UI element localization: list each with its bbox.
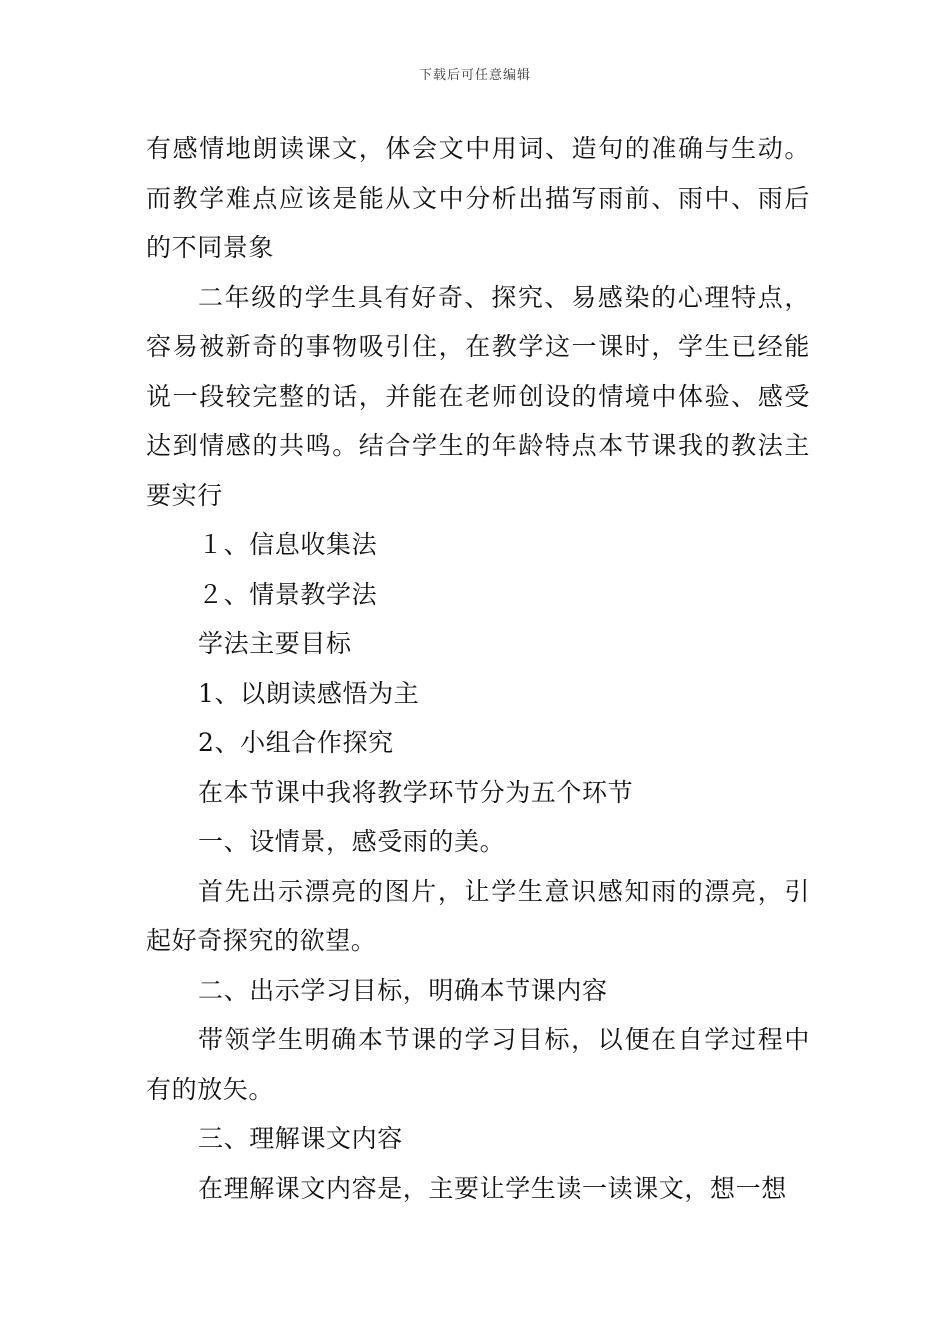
step-1-body: 首先出示漂亮的图片，让学生意识感知雨的漂亮，引起好奇探究的欲望。 (146, 876, 810, 955)
step-1-heading: 一、设情景，感受雨的美。 (198, 827, 506, 856)
paragraph-student-characteristics: 二年级的学生具有好奇、探究、易感染的心理特点，容易被新奇的事物吸引住，在教学这一课时，学生已经能说一段较完整的话，并能在老师创设的情境中体验、感受达到情感的共鸣。结合学生的年龄特点本节课我的教法主要实行 (146, 282, 810, 510)
learning-goals-heading: 学法主要目标 (198, 629, 352, 658)
teaching-steps-intro: 在本节课中我将教学环节分为五个环节 (198, 777, 634, 807)
learning-goal-item-2: 2、小组合作探究 (198, 728, 394, 757)
step-3-heading: 三、理解课文内容 (198, 1124, 403, 1153)
teaching-method-item-2: ２、情景教学法 (198, 579, 378, 609)
document-body (146, 124, 810, 1213)
learning-goal-item-1: 1、以朗读感悟为主 (198, 678, 420, 708)
step-2-body: 带领学生明确本节课的学习目标，以便在自学过程中有的放矢。 (146, 1025, 810, 1104)
step-3-body: 在理解课文内容是，主要让学生读一读课文，想一想 (198, 1173, 787, 1203)
teaching-method-item-1: １、信息收集法 (198, 530, 378, 559)
step-2-heading: 二、出示学习目标，明确本节课内容 (198, 975, 608, 1005)
page-header-note: 下载后可任意编辑 (418, 68, 531, 83)
paragraph-teaching-difficulty: 有感情地朗读课文，体会文中用词、造句的准确与生动。而教学难点应该是能从文中分析出描写雨前、雨中、雨后的不同景象 (146, 134, 810, 262)
